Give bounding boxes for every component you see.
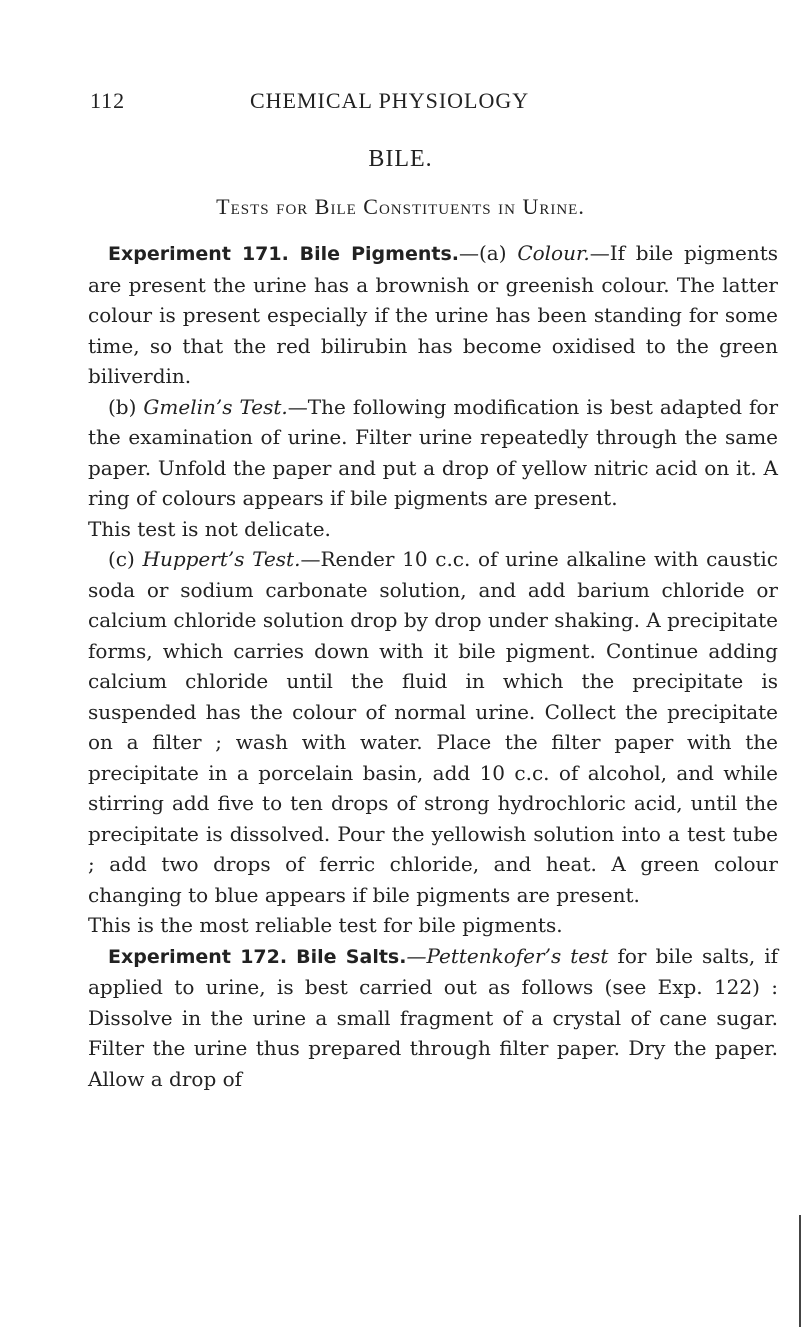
gmelin-note: This test is not delicate. [88, 516, 331, 541]
huppert-marker: (c) [108, 547, 135, 571]
bile-salts-topic: Bile Salts. [296, 945, 407, 968]
section-subtitle: Tests for Bile Constituents in Urine. [216, 194, 585, 219]
gmelin-text: —The following modification is best adapted for the examination of urine. Filter urine repeatedly through the same paper. Unfold the paper and put a drop of yellow nitric acid on it. A ring of colours appears if bile pigments are present. [88, 394, 778, 510]
gmelin-heading: Gmelin’s Test. [143, 394, 288, 419]
experiment-171-label: Experiment 171. [108, 243, 289, 265]
colour-marker: —(a) [458, 241, 507, 265]
huppert-note: This is the most reliable test for bile pigments. [88, 913, 563, 937]
huppert-heading: Huppert’s Test. [142, 547, 301, 571]
huppert-text: —Render 10 c.c. of urine alkaline with caustic soda or sodium carbonate solution, and add barium chloride or calcium chloride solution drop by drop under shaking. A precipitate forms, which carries down with it bile pigment. Continue adding calcium chloride until the fluid in which the precipitate is suspended has the colour of normal urine. Collect the precipitate on a filter ; wash with water. Place the filter paper with the precipitate in a porcelain basin, add 10 c.c. of alcohol, and while stirring add five to ten drops of strong hydrochloric acid, until the precipitate is dissolved. Pour the yellowish solution into a test tube ; add two drops of ferric chloride, and heat. A green colour changing to blue appears if bile pigments are present. [88, 547, 778, 907]
paragraph-gmelin-test [88, 392, 778, 514]
paragraph-exp171-colour [88, 238, 778, 392]
section-title: BILE. [368, 146, 433, 172]
running-title: CHEMICAL PHYSIOLOGY [250, 88, 530, 113]
colour-heading: Colour. [517, 241, 590, 265]
paragraph-exp172-bile-salts [88, 941, 778, 1095]
paragraph-huppert-test [88, 544, 778, 910]
pettenkofer-heading: —Pettenkofer’s test [406, 943, 609, 968]
gmelin-marker: (b) [108, 394, 137, 419]
bile-pigments-topic: Bile Pigments. [299, 243, 459, 265]
experiment-172-label: Experiment 172. [108, 945, 288, 968]
pettenkofer-text: for bile salts, if applied to urine, is best carried out as follows (see Exp. 122) : Dissolve in the urine a small fragment of a crystal of cane sugar. Filter the urine thus prepared through filter paper. Dry the paper. Allow a drop of [88, 943, 779, 1091]
colour-text: —If bile pigments are present the urine has a brownish or greenish colour. The latter colour is present especially if the urine has been standing for some time, so that the red bilirubin has become oxidised to the green biliverdin. [88, 241, 779, 388]
page-number: 112 [90, 88, 126, 113]
running-header [90, 88, 780, 116]
body-text [88, 238, 778, 1094]
